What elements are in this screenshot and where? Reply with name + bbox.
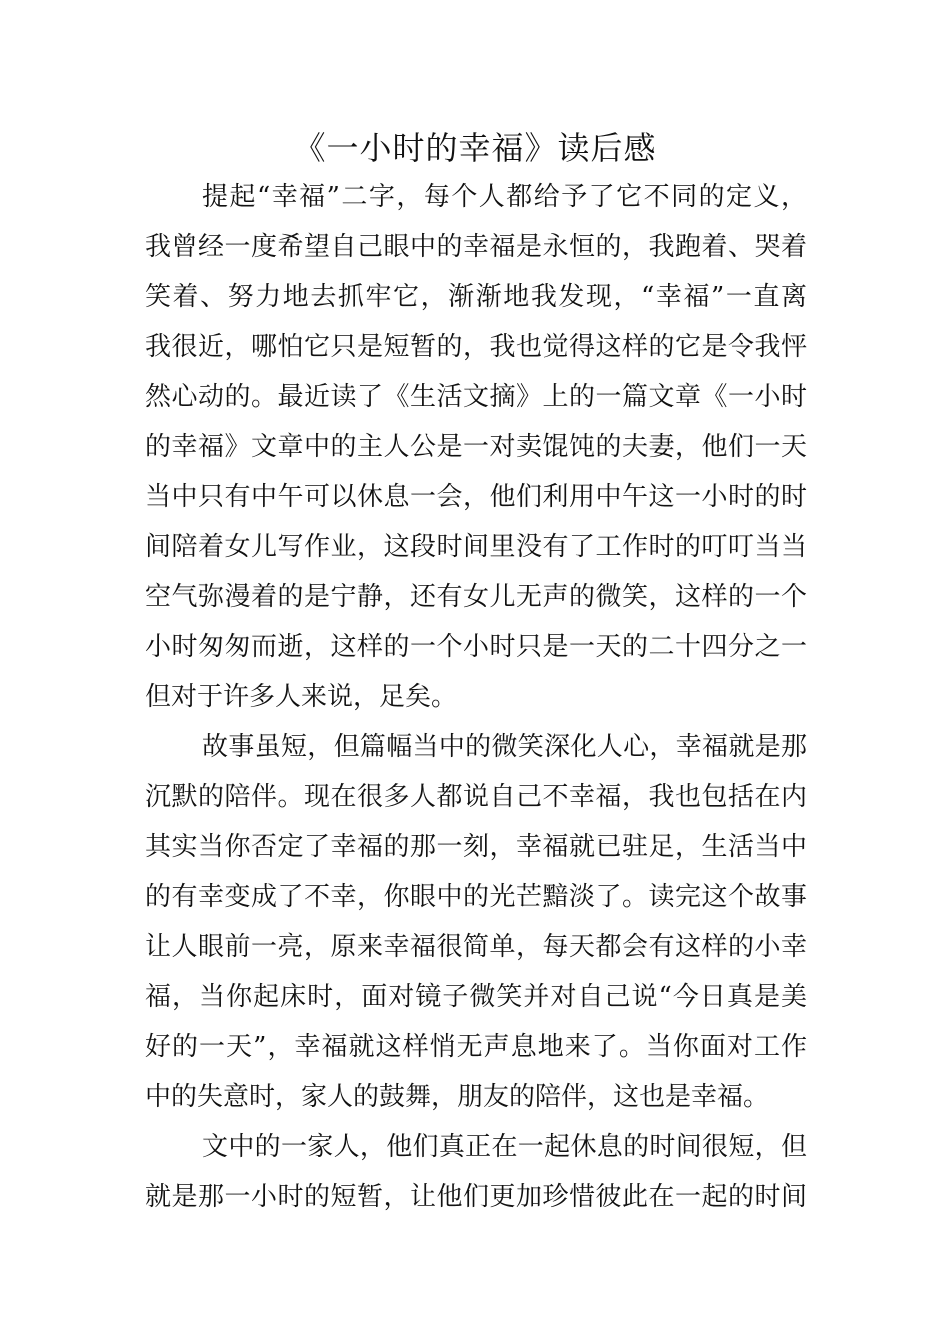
paragraph-line: 我曾经一度希望自己眼中的幸福是永恒的，我跑着、哭着 <box>145 232 807 262</box>
paragraph-line: 空气弥漫着的是宁静，还有女儿无声的微笑，这样的一个 <box>145 582 807 612</box>
paragraph-line: 沉默的陪伴。现在很多人都说自己不幸福，我也包括在内 <box>145 782 807 812</box>
paragraph-line: 故事虽短，但篇幅当中的微笑深化人心，幸福就是那 <box>202 732 807 762</box>
paragraph-line: 好的一天”，幸福就这样悄无声息地来了。当你面对工作 <box>145 1032 807 1062</box>
paragraph-line: 让人眼前一亮，原来幸福很简单，每天都会有这样的小幸 <box>145 932 807 962</box>
paragraph-line: 福，当你起床时，面对镜子微笑并对自己说“今日真是美 <box>145 982 807 1012</box>
paragraph-line: 间陪着女儿写作业，这段时间里没有了工作时的叮叮当当 <box>145 532 807 562</box>
paragraph-line: 提起“幸福”二字，每个人都给予了它不同的定义， <box>202 182 807 212</box>
paragraph-line: 我很近，哪怕它只是短暂的，我也觉得这样的它是令我怦 <box>145 332 807 362</box>
paragraph-line: 小时匆匆而逝，这样的一个小时只是一天的二十四分之一 <box>145 632 807 662</box>
paragraph-line: 其实当你否定了幸福的那一刻，幸福就已驻足，生活当中 <box>145 832 807 862</box>
paragraph-line: 的幸福》文章中的主人公是一对卖馄饨的夫妻，他们一天 <box>145 432 807 462</box>
document-title: 《一小时的幸福》读后感 <box>293 129 657 167</box>
paragraph-line: 但对于许多人来说，足矣。 <box>145 682 458 712</box>
paragraph-line: 笑着、努力地去抓牢它，渐渐地我发现，“幸福”一直离 <box>145 282 807 312</box>
paragraph-line: 当中只有中午可以休息一会，他们利用中午这一小时的时 <box>145 482 807 512</box>
paragraph-line: 的有幸变成了不幸，你眼中的光芒黯淡了。读完这个故事 <box>145 882 807 912</box>
paragraph-line: 中的失意时，家人的鼓舞，朋友的陪伴，这也是幸福。 <box>145 1082 770 1112</box>
paragraph-line: 就是那一小时的短暂，让他们更加珍惜彼此在一起的时间 <box>145 1182 807 1212</box>
paragraph-line: 然心动的。最近读了《生活文摘》上的一篇文章《一小时 <box>145 382 807 412</box>
paragraph-line: 文中的一家人，他们真正在一起休息的时间很短，但 <box>202 1132 807 1162</box>
